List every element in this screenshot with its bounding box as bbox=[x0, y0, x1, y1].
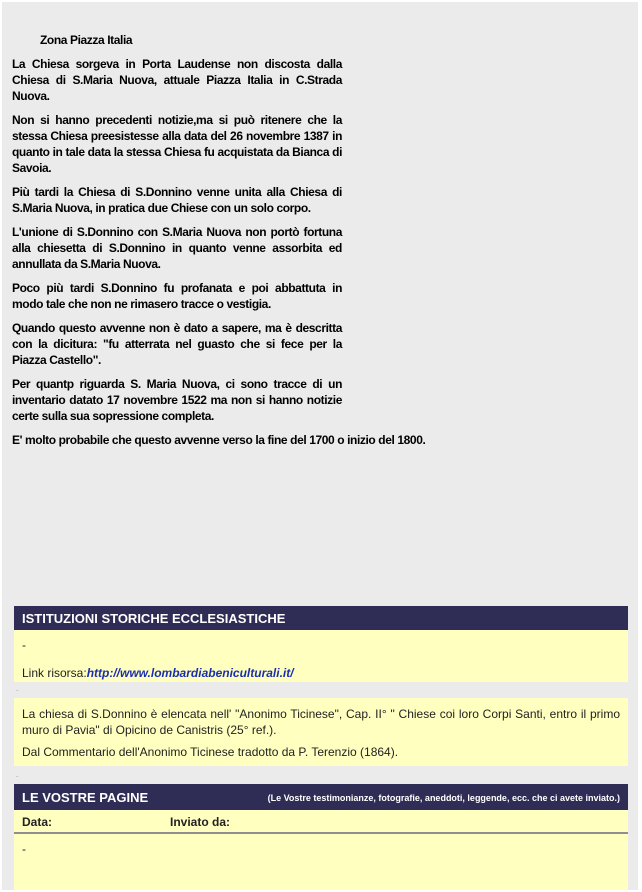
article-paragraph-1: La Chiesa sorgeva in Porta Laudense non discosta dalla Chiesa di S.Maria Nuova, attuale Piazza Italia in C.Strada Nuova. bbox=[12, 57, 342, 103]
link-row bbox=[22, 666, 620, 680]
page-background bbox=[2, 2, 638, 890]
article-title: Zona Piazza Italia bbox=[40, 33, 133, 47]
article-paragraph-6: Quando questo avvenne non è dato a sapere, ma è descritta con la dicitura: "fu atterrata nel guasto che si fece per la Piazza Castello". bbox=[12, 321, 342, 367]
anonimo-text-1: La chiesa di S.Donnino è elencata nell' "Anonimo Ticinese", Cap. II° " Chiese coi loro Corpi Santi, entro il primo muro di Pavia" di Opicino de Canistris (25° ref.). bbox=[22, 707, 620, 737]
data-label: Data: bbox=[22, 815, 53, 829]
anonimo-text-2: Dal Commentario dell'Anonimo Ticinese tradotto da P. Terenzio (1864). bbox=[22, 745, 399, 759]
separator-dot-1: . bbox=[16, 684, 19, 693]
article-paragraph-8: E' molto probabile che questo avvenne verso la fine del 1700 o inizio del 1800. bbox=[12, 433, 426, 447]
anonimo-ticinese-panel bbox=[14, 698, 628, 766]
article bbox=[12, 32, 426, 456]
separator-dot-2: . bbox=[16, 770, 19, 779]
article-paragraph-5: Poco più tardi S.Donnino fu profanata e poi abbattuta in modo tale che non ne rimasero tracce o vestigia. bbox=[12, 281, 342, 311]
article-paragraph-2: Non si hanno precedenti notizie,ma si può ritenere che la stessa Chiesa preesistesse alla data del 26 novembre 1387 in quanto in tale data la stessa Chiesa fu acquistata da Bianca di Savoia. bbox=[12, 113, 342, 175]
link-label: Link risorsa: bbox=[22, 666, 87, 680]
article-paragraph-7: Per quantp riguarda S. Maria Nuova, ci sono tracce di un inventario datato 17 novembre 1522 ma non si hanno notizie certe sulla sua sopressione completa. bbox=[12, 377, 342, 423]
vostre-pagine-title: LE VOSTRE PAGINE bbox=[22, 790, 149, 805]
article-paragraph-3: Più tardi la Chiesa di S.Donnino venne unita alla Chiesa di S.Maria Nuova, in pratica due Chiese con un solo corpo. bbox=[12, 185, 342, 215]
inviato-da-label: Inviato da: bbox=[170, 815, 231, 829]
vostre-pagine-panel bbox=[14, 810, 628, 890]
istituzioni-header: ISTITUZIONI STORICHE ECCLESIASTICHE bbox=[14, 606, 628, 630]
vostre-pagine-header bbox=[14, 784, 628, 810]
istituzioni-panel bbox=[14, 630, 628, 682]
vostre-pagine-columns bbox=[14, 810, 628, 834]
vostre-pagine-subtitle: (Le Vostre testimonianze, fotografie, aneddoti, leggende, ecc. che ci avete inviato.) bbox=[267, 793, 620, 803]
istituzioni-dash: - bbox=[22, 638, 26, 652]
lombardia-beni-culturali-link[interactable]: http://www.lombardiabeniculturali.it/ bbox=[86, 666, 294, 680]
vostre-pagine-dash: - bbox=[22, 842, 26, 856]
article-paragraph-4: L'unione di S.Donnino con S.Maria Nuova non portò fortuna alla chiesetta di S.Donnino in quanto venne assorbita ed annullata da S.Maria Nuova. bbox=[12, 225, 342, 271]
